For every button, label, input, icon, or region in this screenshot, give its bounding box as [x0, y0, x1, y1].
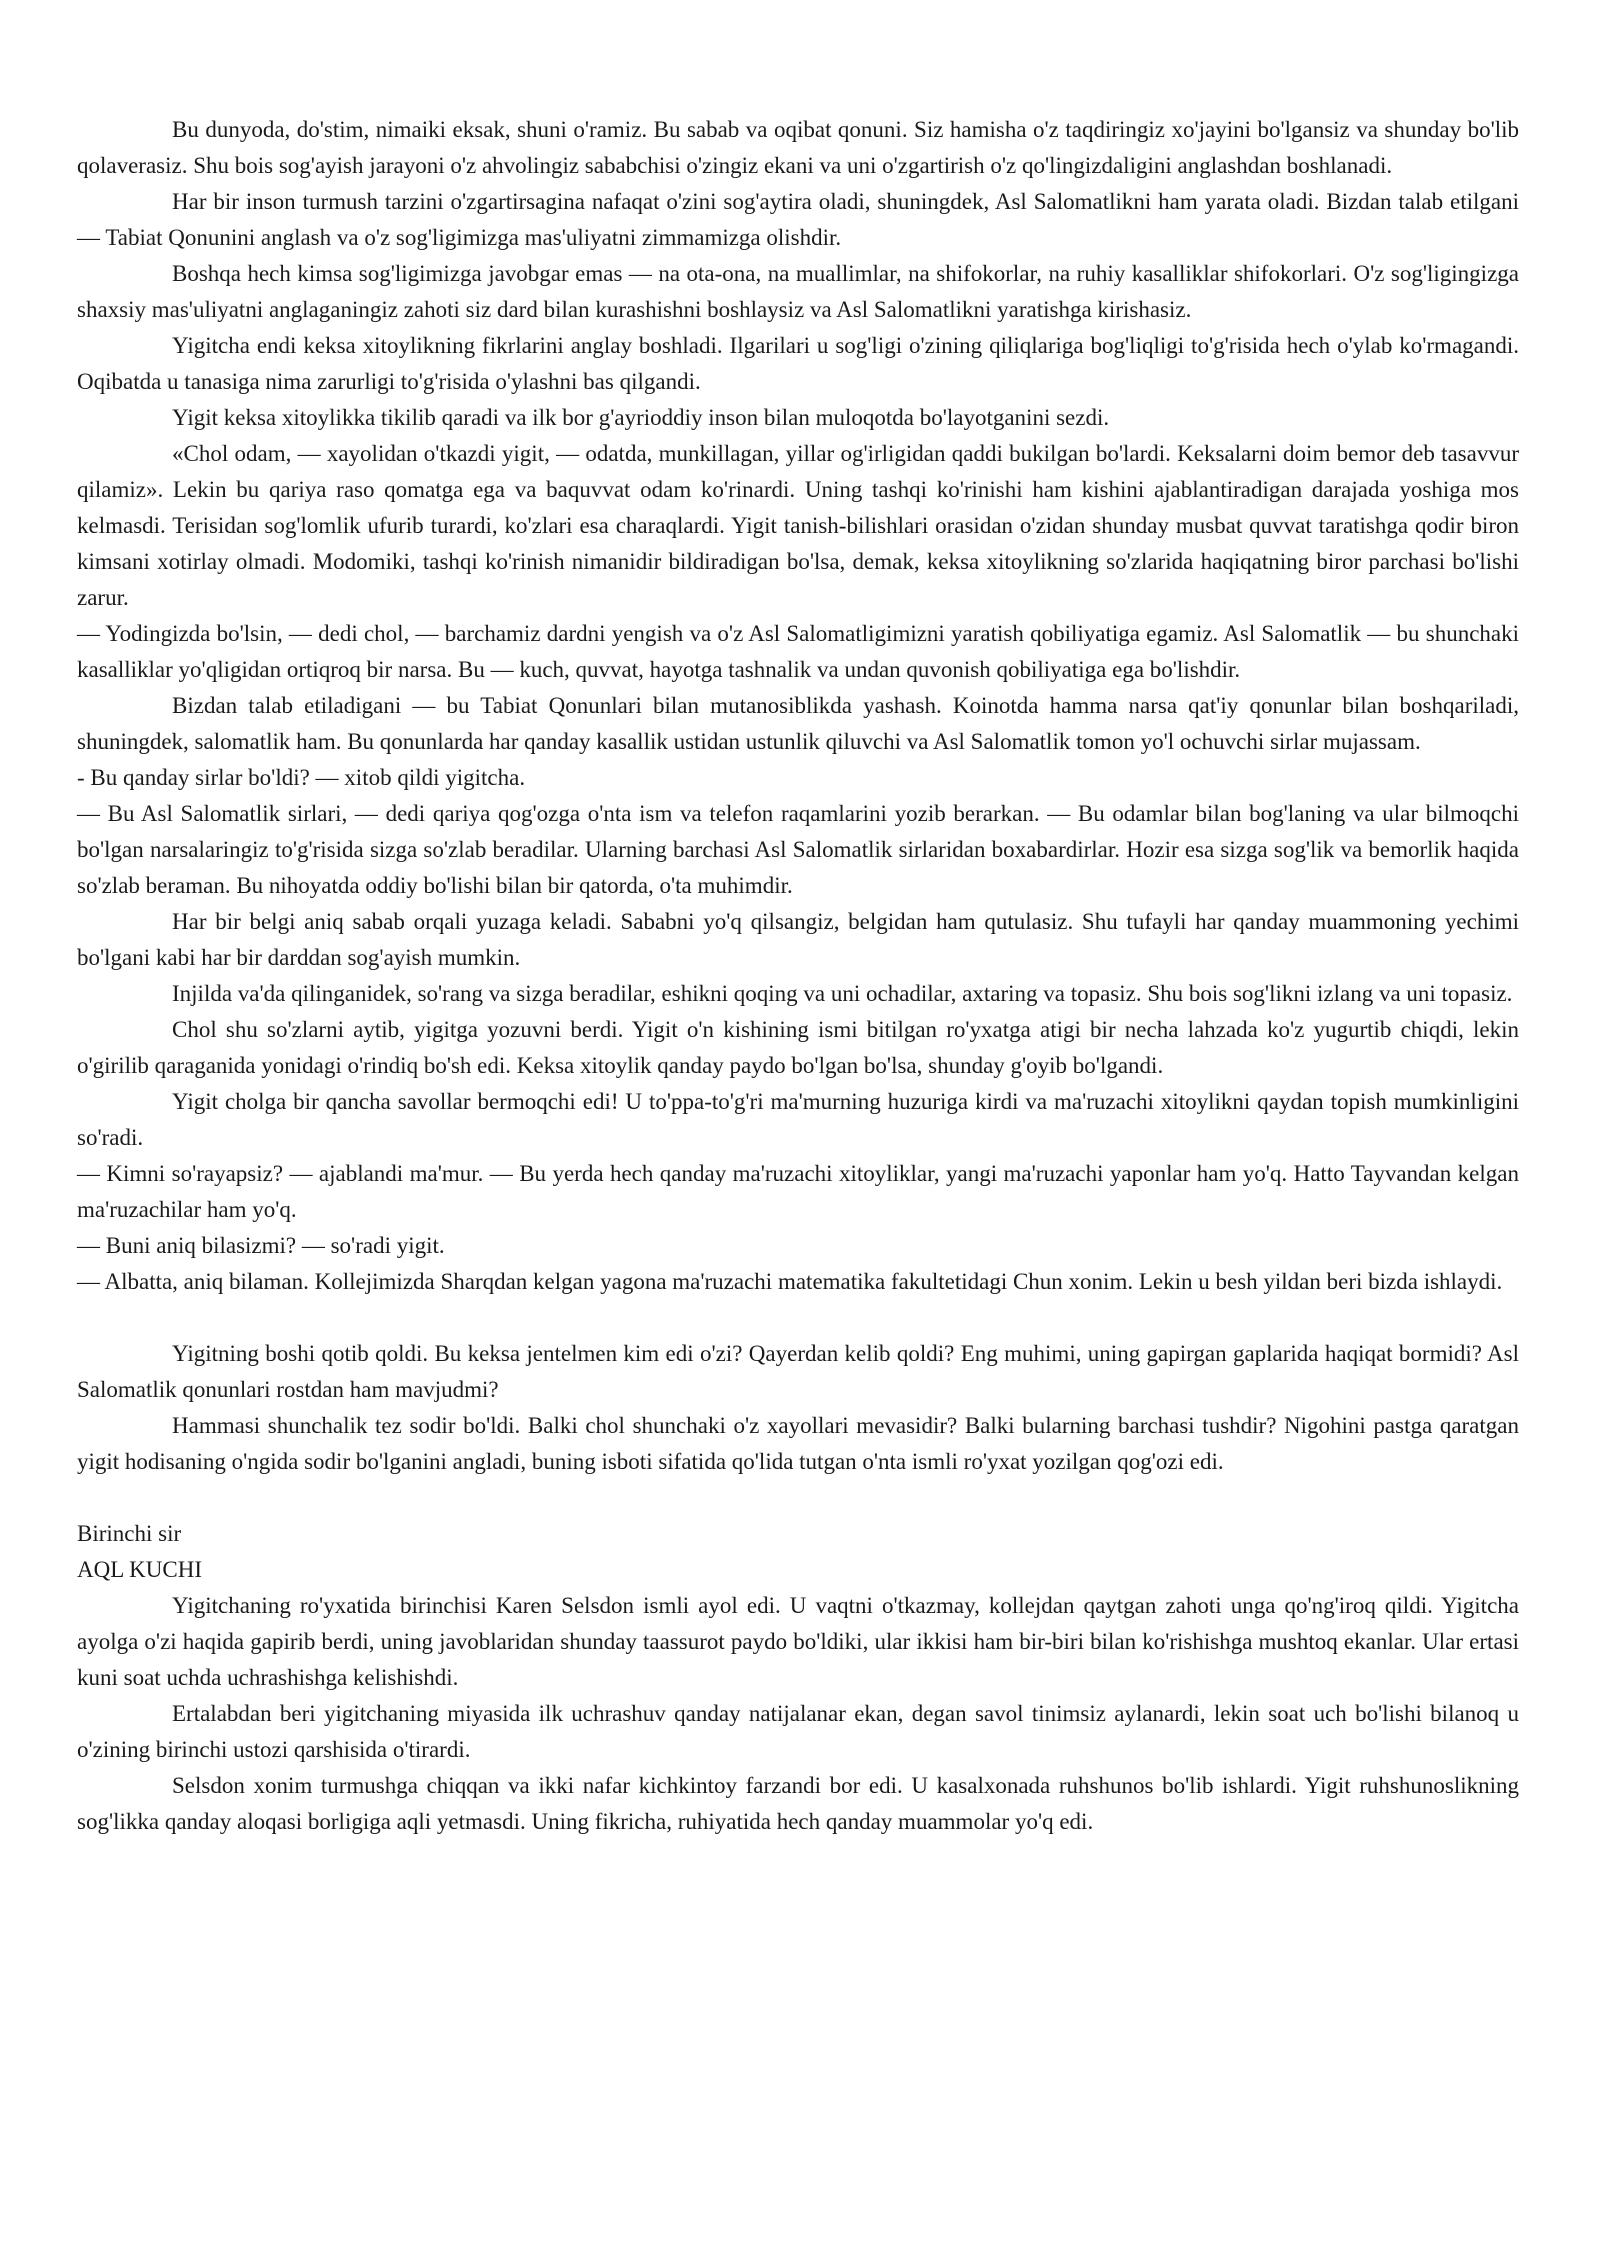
paragraph: Bu dunyoda, do'stim, nimaiki eksak, shuni o'ramiz. Bu sabab va oqibat qonuni. Siz hamisha o'z taqdiringiz xo'jayini bo'lgansiz va shunday bo'lib qolaverasiz. Shu bois sog'ayish jarayoni o'z ahvolingiz sababchisi o'zingiz ekani va uni o'zgartirish o'z qo'lingizdaligini anglashdan boshlanadi.	[77, 117, 1519, 178]
paragraph: Hammasi shunchalik tez sodir bo'ldi. Balki chol shunchaki o'z xayollari mevasidir? Balki bularning barchasi tushdir? Nigohini pastga qaratgan yigit hodisaning o'ngida sodir bo'lganini angladi, buning isboti sifatida qo'lida tutgan o'nta ismli ro'yxat yozilgan qog'ozi edi.	[77, 1413, 1519, 1474]
dialogue-line: - Bu qanday sirlar bo'ldi? — xitob qildi yigitcha.	[77, 765, 526, 790]
paragraph: Har bir inson turmush tarzini o'zgartirsagina nafaqat o'zini sog'aytira oladi, shuningdek, Asl Salomatlikni ham yarata oladi. Bizdan talab etilgani — Tabiat Qonunini anglash va o'z sog'ligimizga mas'uliyatni zimmamizga olishdir.	[77, 189, 1519, 250]
paragraph: Har bir belgi aniq sabab orqali yuzaga keladi. Sababni yo'q qilsangiz, belgidan ham qutulasiz. Shu tufayli har qanday muammoning yechimi bo'lgani kabi har bir darddan sog'ayish mumkin.	[77, 909, 1519, 970]
dialogue-line: — Yodingizda bo'lsin, — dedi chol, — barchamiz dardni yengish va o'z Asl Salomatligimizni yaratish qobiliyatiga egamiz. Asl Salomatlik — bu shunchaki kasalliklar yo'qligidan ortiqroq bir narsa. Bu — kuch, quvvat, hayotga tashnalik va undan quvonish qobiliyatiga ega bo'lishdir.	[77, 621, 1519, 682]
paragraph: «Chol odam, — xayolidan o'tkazdi yigit, — odatda, munkillagan, yillar og'irligidan qaddi bukilgan bo'lardi. Keksalarni doim bemor deb tasavvur qilamiz». Lekin bu qariya raso qomatga ega va baquvvat odam ko'rinardi. Uning tashqi ko'rinishi ham kishini ajablantiradigan darajada yoshiga mos kelmasdi. Terisidan sog'lomlik ufurib turardi, ko'zlari esa charaqlardi. Yigit tanish-bilishlari orasidan o'zidan shunday musbat quvvat taratishga qodir biron kimsani xotirlay olmadi. Modomiki, tashqi ko'rinish nimanidir bildiradigan bo'lsa, demak, keksa xitoylikning so'zlarida haqiqatning biror parchasi bo'lishi zarur.	[77, 441, 1519, 610]
paragraph: Selsdon xonim turmushga chiqqan va ikki nafar kichkintoy farzandi bor edi. U kasalxonada ruhshunos bo'lib ishlardi. Yigit ruhshunoslikning sog'likka qanday aloqasi borligiga aqli yetmasdi. Uning fikricha, ruhiyatida hech qanday muammolar yo'q edi.	[77, 1773, 1519, 1834]
section-label: Birinchi sir	[77, 1521, 182, 1546]
dialogue-line: — Bu Asl Salomatlik sirlari, — dedi qariya qog'ozga o'nta ism va telefon raqamlarini yozib berarkan. — Bu odamlar bilan bog'laning va ular bilmoqchi bo'lgan narsalaringiz to'g'risida sizga so'zlab beradilar. Ularning barchasi Asl Salomatlik sirlaridan boxabardirlar. Hozir esa sizga sog'lik va bemorlik haqida so'zlab beraman. Bu nihoyatda oddiy bo'lishi bilan bir qatorda, o'ta muhimdir.	[77, 801, 1519, 898]
paragraph: Yigit cholga bir qancha savollar bermoqchi edi! U to'ppa-to'g'ri ma'murning huzuriga kirdi va ma'ruzachi xitoylikni qaydan topish mumkinligini so'radi.	[77, 1089, 1519, 1150]
paragraph: Bizdan talab etiladigani — bu Tabiat Qonunlari bilan mutanosiblikda yashash. Koinotda hamma narsa qat'iy qonunlar bilan boshqariladi, shuningdek, salomatlik ham. Bu qonunlarda har qanday kasallik ustidan ustunlik qiluvchi va Asl Salomatlik tomon yo'l ochuvchi sirlar mujassam.	[77, 693, 1519, 754]
paragraph: Chol shu so'zlarni aytib, yigitga yozuvni berdi. Yigit o'n kishining ismi bitilgan ro'yxatga atigi bir necha lahzada ko'z yugurtib chiqdi, lekin o'girilib qaraganida yonidagi o'rindiq bo'sh edi. Keksa xitoylik qanday paydo bo'lgan bo'lsa, shunday g'oyib bo'lgandi.	[77, 1017, 1519, 1078]
paragraph: Yigitcha endi keksa xitoylikning fikrlarini anglay boshladi. Ilgarilari u sog'ligi o'zining qiliqlariga bog'liqligi to'g'risida hech o'ylab ko'rmagandi. Oqibatda u tanasiga nima zarurligi to'g'risida o'ylashni bas qilgandi.	[77, 333, 1519, 394]
dialogue-line: — Albatta, aniq bilaman. Kollejimizda Sharqdan kelgan yagona ma'ruzachi matematika fakultetidagi Chun xonim. Lekin u besh yildan beri bizda ishlaydi.	[77, 1269, 1503, 1294]
paragraph: Boshqa hech kimsa sog'ligimizga javobgar emas — na ota-ona, na muallimlar, na shifokorlar, na ruhiy kasalliklar shifokorlari. O'z sog'ligingizga shaxsiy mas'uliyatni anglaganingiz zahoti siz dard bilan kurashishni boshlaysiz va Asl Salomatlikni yaratishga kirishasiz.	[77, 261, 1519, 322]
paragraph: Yigitning boshi qotib qoldi. Bu keksa jentelmen kim edi o'zi? Qayerdan kelib qoldi? Eng muhimi, uning gapirgan gaplarida haqiqat bormidi? Asl Salomatlik qonunlari rostdan ham mavjudmi?	[77, 1341, 1519, 1402]
paragraph: Yigit keksa xitoylikka tikilib qaradi va ilk bor g'ayrioddiy inson bilan muloqotda bo'layotganini sezdi.	[172, 405, 1110, 430]
section-heading: AQL KUCHI	[77, 1557, 202, 1582]
paragraph: Yigitchaning ro'yxatida birinchisi Karen Selsdon ismli ayol edi. U vaqtni o'tkazmay, kollejdan qaytgan zahoti unga qo'ng'iroq qildi. Yigitcha ayolga o'zi haqida gapirib berdi, uning javoblaridan shunday taassurot paydo bo'ldiki, ular ikkisi ham bir-biri bilan ko'rishishga mushtoq ekanlar. Ular ertasi kuni soat uchda uchrashishga kelishishdi.	[77, 1593, 1519, 1690]
paragraph: Ertalabdan beri yigitchaning miyasida ilk uchrashuv qanday natijalanar ekan, degan savol tinimsiz aylanardi, lekin soat uch bo'lishi bilanoq u o'zining birinchi ustozi qarshisida o'tirardi.	[77, 1701, 1519, 1762]
dialogue-line: — Kimni so'rayapsiz? — ajablandi ma'mur. — Bu yerda hech qanday ma'ruzachi xitoyliklar, yangi ma'ruzachi yaponlar ham yo'q. Hatto Tayvandan kelgan ma'ruzachilar ham yo'q.	[77, 1161, 1519, 1222]
paragraph: Injilda va'da qilinganidek, so'rang va sizga beradilar, eshikni qoqing va uni ochadilar, axtaring va topasiz. Shu bois sog'likni izlang va uni topasiz.	[172, 981, 1513, 1006]
dialogue-line: — Buni aniq bilasizmi? — so'radi yigit.	[77, 1233, 445, 1258]
document-page	[77, 112, 1519, 1840]
